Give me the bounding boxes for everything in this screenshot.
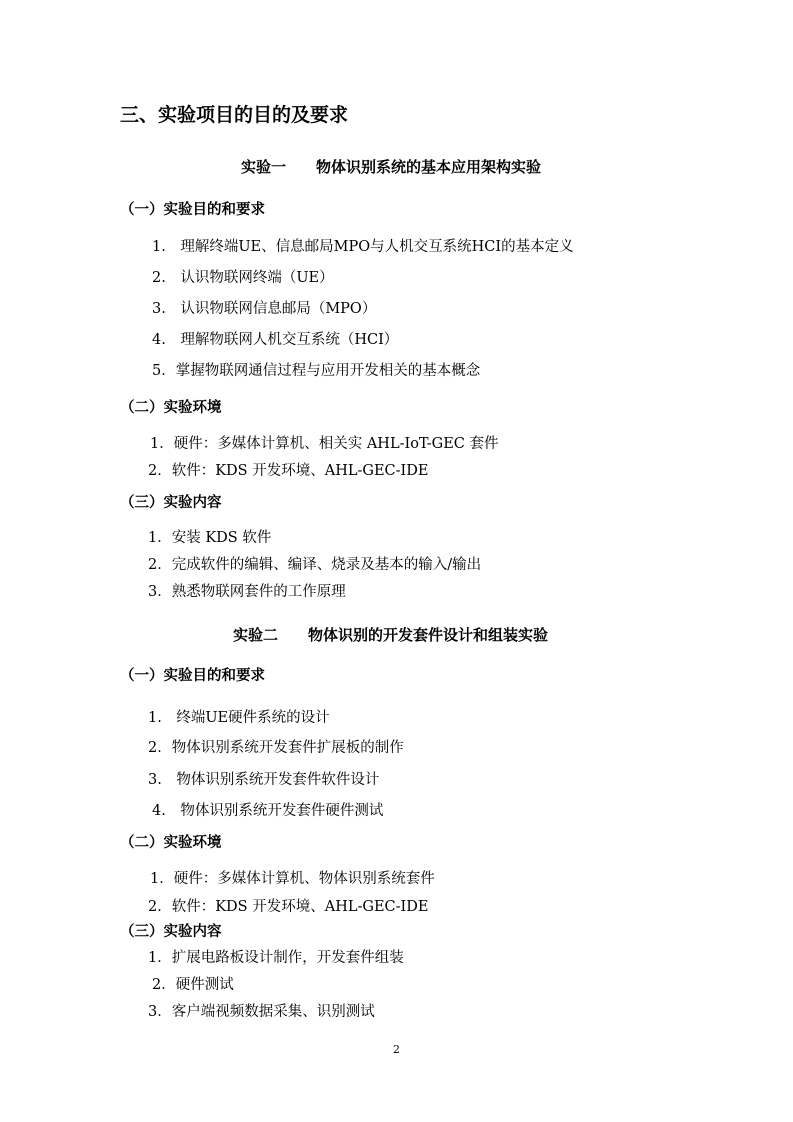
exp2-content-item: 3．客户端视频数据采集、识别测试 <box>148 1004 375 1020</box>
exp1-goal-item: 5．掌握物联网通信过程与应用开发相关的基本概念 <box>152 363 481 379</box>
exp2-goals-heading: （一）实验目的和要求 <box>120 668 265 684</box>
exp1-env-item: 1．硬件：多媒体计算机、相关实 AHL-IoT-GEC 套件 <box>150 436 499 452</box>
exp2-goal-item: 4. 物体识别系统开发套件硬件测试 <box>152 803 384 819</box>
exp2-env-item: 1．硬件：多媒体计算机、物体识别系统套件 <box>150 871 435 887</box>
exp1-content-item: 2．完成软件的编辑、编译、烧录及基本的输入/输出 <box>148 557 482 573</box>
exp1-env-heading: （二）实验环境 <box>120 400 222 416</box>
exp1-content-item: 3．熟悉物联网套件的工作原理 <box>148 584 346 600</box>
exp1-title: 实验一 物体识别系统的基本应用架构实验 <box>241 158 542 176</box>
exp1-content-item: 1．安装 KDS 软件 <box>148 530 272 546</box>
exp1-goal-item: 2. 认识物联网终端（UE） <box>152 270 334 286</box>
exp1-goal-item: 3. 认识物联网信息邮局（MPO） <box>152 301 377 317</box>
exp2-content-item: 2．硬件测试 <box>152 977 234 993</box>
exp1-goals-heading: （一）实验目的和要求 <box>120 202 265 218</box>
exp2-env-item: 2．软件：KDS 开发环境、AHL-GEC-IDE <box>148 899 429 915</box>
exp2-content-item: 1．扩展电路板设计制作，开发套件组装 <box>148 950 404 966</box>
exp2-goal-item: 1. 终端UE硬件系统的设计 <box>148 710 330 726</box>
exp1-content-heading: （三）实验内容 <box>120 495 222 511</box>
exp1-goal-item: 4. 理解物联网人机交互系统（HCI） <box>152 332 399 348</box>
exp2-title: 实验二 物体识别的开发套件设计和组装实验 <box>233 626 549 644</box>
exp1-env-item: 2．软件：KDS 开发环境、AHL-GEC-IDE <box>148 463 429 479</box>
exp2-content-heading: （三）实验内容 <box>120 924 222 940</box>
exp1-goal-item: 1. 理解终端UE、信息邮局MPO与人机交互系统HCI的基本定义 <box>152 239 574 255</box>
page-number: 2 <box>393 1043 400 1056</box>
exp2-env-heading: （二）实验环境 <box>120 835 222 851</box>
section-title: 三、实验项目的目的及要求 <box>120 104 349 126</box>
exp2-goal-item: 2．物体识别系统开发套件扩展板的制作 <box>148 740 404 756</box>
exp2-goal-item: 3. 物体识别系统开发套件软件设计 <box>148 772 380 788</box>
